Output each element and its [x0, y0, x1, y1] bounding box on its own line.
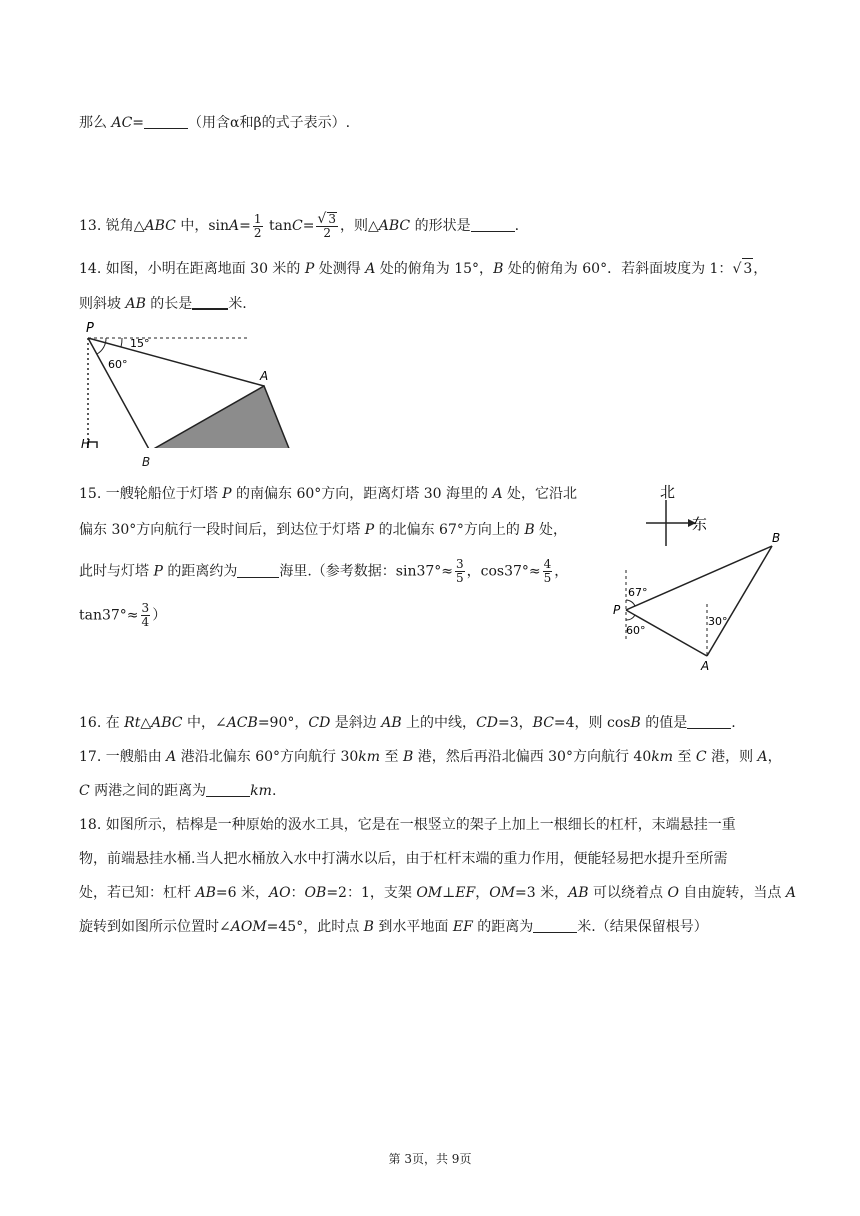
- question-17-line-2: [79, 781, 276, 801]
- answer-blank: [471, 217, 515, 232]
- var-acb: ACB: [226, 715, 258, 731]
- fraction-denominator: 5: [543, 571, 552, 585]
- var-b: B: [524, 522, 535, 538]
- question-15-line-1: [79, 484, 577, 504]
- question-15-line-2: [79, 520, 567, 540]
- answer-blank: [533, 918, 577, 933]
- text: 的南偏东 60°方向，距离灯塔 30 海里的: [231, 486, 493, 502]
- label-30: 30°: [708, 615, 728, 628]
- text: =3，: [498, 715, 533, 731]
- text: 处的俯角为 15°，: [375, 261, 494, 277]
- text: 如图所示，桔槔是一种原始的汲水工具，它是在一根竖立的架子上加上一根细长的杠杆，末端悬挂一重: [105, 817, 736, 833]
- var-abc: ABC: [151, 715, 183, 731]
- var-ab: AB: [125, 296, 146, 312]
- text: 偏东 30°方向航行一段时间后，到达位于灯塔: [79, 522, 365, 538]
- var-om: OM: [489, 885, 516, 901]
- text: ，: [753, 261, 768, 277]
- text: 中，sin: [175, 218, 230, 234]
- question-number: 14.: [79, 261, 106, 277]
- text: 米.: [228, 296, 247, 312]
- answer-blank: [206, 782, 250, 797]
- text: 港沿北偏东 60°方向航行 30: [176, 749, 359, 765]
- var-b: B: [630, 715, 641, 731]
- text: =90°，: [257, 715, 309, 731]
- question-number: 13.: [79, 218, 106, 234]
- text: 米.（结果保留根号）: [577, 919, 708, 935]
- var-a: A: [365, 261, 376, 277]
- question-number: 15.: [79, 486, 106, 502]
- text: 的长是: [145, 296, 193, 312]
- text: ，则△: [339, 218, 379, 234]
- unit-km: km: [651, 749, 673, 765]
- q15-figure: [610, 480, 800, 675]
- text: =: [302, 218, 315, 234]
- question-18-line-4: [79, 917, 708, 937]
- text: 那么: [79, 115, 112, 131]
- label-b: B: [772, 531, 781, 545]
- text: =: [132, 115, 145, 131]
- label-a: A: [260, 369, 269, 383]
- question-17-line-1: [79, 747, 782, 767]
- question-18-line-2: [79, 849, 727, 869]
- text: =4，则 cos: [553, 715, 631, 731]
- text: 处，: [534, 522, 568, 538]
- text: ）: [152, 607, 167, 624]
- question-15-line-3: [79, 558, 568, 585]
- var-rt: Rt: [124, 715, 141, 731]
- text: 是斜边: [330, 715, 382, 731]
- fraction-denominator: 5: [456, 571, 464, 585]
- text: 至: [380, 749, 403, 765]
- fraction: [316, 212, 338, 240]
- label-67: 67°: [628, 586, 648, 599]
- text: （用含α和β的式子表示）.: [188, 115, 351, 131]
- text: 物，前端悬挂水桶.当人把水桶放入水中打满水以后，由于杠杆末端的重力作用，便能轻易把水提升至所需: [79, 851, 728, 867]
- var-o: O: [667, 885, 679, 901]
- question-18-line-3: [79, 883, 796, 903]
- line-ab: [707, 546, 772, 656]
- label-h: H: [81, 437, 91, 448]
- fraction: [253, 213, 263, 240]
- q12-tail-line: [79, 113, 350, 133]
- var-c: C: [79, 783, 90, 799]
- text: 处的俯角为 60°．若斜面坡度为 1：: [503, 261, 733, 277]
- var-ao: AO: [268, 885, 291, 901]
- fraction: [455, 558, 465, 585]
- fraction-numerator: 3: [141, 601, 150, 615]
- question-18-line-1: [79, 815, 736, 835]
- var-bc: BC: [532, 715, 554, 731]
- question-number: 18.: [79, 817, 106, 833]
- fraction-numerator: 3: [456, 557, 464, 571]
- angle-arc-67: [626, 600, 635, 606]
- radical-sign: √: [732, 261, 742, 277]
- text: 一艘船由: [105, 749, 167, 765]
- var-p: P: [222, 486, 232, 502]
- radicand: 3: [328, 212, 336, 226]
- var-c: C: [695, 749, 707, 765]
- text: 的距离为: [472, 919, 534, 935]
- question-14-line-2: [79, 294, 247, 314]
- text: 的距离约为: [162, 563, 238, 580]
- answer-blank: [144, 114, 188, 129]
- text: 锐角△: [105, 218, 145, 234]
- label-b-q14: B: [142, 455, 151, 469]
- text: 的北偏东 67°方向上的: [374, 522, 525, 538]
- fraction: [543, 558, 553, 585]
- var-p: P: [304, 261, 315, 277]
- text: ，: [767, 749, 782, 765]
- text: 一艘轮船位于灯塔: [105, 486, 223, 502]
- radical-sign: √: [317, 211, 327, 227]
- var-aom: AOM: [230, 919, 267, 935]
- text: 自由旋转，当点: [678, 885, 786, 901]
- text: 中，∠: [182, 715, 227, 731]
- text: =45°，此时点: [266, 919, 364, 935]
- text: 港，则: [706, 749, 758, 765]
- text: ，: [475, 885, 490, 901]
- text: 在: [105, 715, 125, 731]
- var-p: P: [364, 522, 375, 538]
- text: .: [514, 218, 520, 234]
- var-a: A: [785, 885, 796, 901]
- var-a: A: [492, 486, 503, 502]
- text: 两港之间的距离为: [89, 783, 207, 799]
- text: 旋转到如图所示位置时∠: [79, 919, 231, 935]
- answer-blank: [237, 563, 279, 578]
- text: 至: [673, 749, 696, 765]
- var-p: P: [153, 563, 163, 580]
- var-ef: EF: [455, 885, 476, 901]
- text: 处，若已知：杠杆: [79, 885, 196, 901]
- var-b: B: [402, 749, 414, 765]
- fraction-denominator: 4: [141, 615, 150, 629]
- text: 的形状是: [410, 218, 471, 234]
- fraction-numerator: 1: [253, 211, 262, 226]
- answer-blank: [687, 714, 731, 729]
- north-label: 北: [660, 483, 676, 501]
- text: =6 米，: [215, 885, 269, 901]
- angle-arc-15: [121, 338, 122, 347]
- unit-km: km: [250, 783, 272, 799]
- label-p: P: [613, 603, 621, 617]
- text: .: [271, 783, 277, 799]
- text: 处，它沿北: [502, 486, 578, 502]
- label-a: A: [701, 659, 710, 673]
- var-ac: AC: [111, 115, 133, 131]
- text: 处测得: [314, 261, 366, 277]
- text: ：: [290, 885, 305, 901]
- var-ob: OB: [304, 885, 327, 901]
- line-pb: [626, 546, 772, 610]
- var-abc: ABC: [378, 218, 411, 234]
- text: .: [731, 715, 736, 731]
- fraction: [141, 602, 151, 629]
- text: 则斜坡: [79, 296, 126, 312]
- text: 如图，小明在距离地面 30 米的: [105, 261, 305, 277]
- page-footer: 第 3页，共 9页: [388, 1152, 472, 1166]
- text: =3 米，: [515, 885, 569, 901]
- var-a: A: [166, 749, 177, 765]
- fraction-numerator: [316, 212, 338, 227]
- var-om: OM: [416, 885, 443, 901]
- line-pb: [88, 338, 150, 448]
- question-14-line-1: [79, 258, 767, 279]
- text: 上的中线，: [401, 715, 477, 731]
- text: 可以绕着点: [588, 885, 668, 901]
- var-ef: EF: [452, 919, 473, 935]
- text: 到水平地面: [373, 919, 453, 935]
- fraction-denominator: 2: [253, 225, 262, 240]
- answer-blank: [192, 294, 228, 310]
- var-ab: AB: [195, 885, 216, 901]
- text: 的值是: [640, 715, 688, 731]
- question-13: [79, 212, 519, 240]
- radicand: 3: [742, 258, 753, 279]
- text: 此时与灯塔: [79, 563, 154, 580]
- text: △: [140, 715, 152, 731]
- var-ab: AB: [568, 885, 589, 901]
- label-60: 60°: [626, 624, 646, 637]
- fraction-numerator: 4: [543, 557, 552, 571]
- var-abc: ABC: [144, 218, 176, 234]
- text: ，: [554, 563, 569, 580]
- unit-km: km: [358, 749, 381, 765]
- var-a: A: [757, 749, 768, 765]
- text: 港，然后再沿北偏西 30°方向航行 40: [413, 749, 652, 765]
- question-number: 17.: [79, 749, 106, 765]
- q14-figure: [78, 318, 298, 448]
- var-b: B: [363, 919, 374, 935]
- var-b: B: [493, 261, 504, 277]
- text: =: [239, 218, 251, 234]
- question-16: [79, 713, 736, 733]
- text: ⊥: [442, 885, 456, 901]
- text: =2：1，支架: [326, 885, 417, 901]
- question-15-line-4: [79, 602, 166, 629]
- fraction-denominator: 2: [323, 226, 332, 240]
- var-ab: AB: [381, 715, 402, 731]
- text: ，cos37°≈: [466, 563, 541, 580]
- label-15: 15°: [130, 337, 150, 350]
- label-p: P: [86, 321, 94, 336]
- var-a: A: [229, 218, 240, 234]
- text: 海里.（参考数据：sin37°≈: [279, 563, 454, 580]
- var-cd: CD: [476, 715, 498, 731]
- slope-shaded-region: [150, 386, 290, 448]
- var-cd: CD: [308, 715, 331, 731]
- text: tan37°≈: [79, 607, 139, 624]
- text: tan: [264, 218, 292, 234]
- var-c: C: [291, 218, 303, 234]
- question-number: 16.: [79, 715, 106, 731]
- east-label: 东: [692, 515, 708, 533]
- angle-arc-60: [626, 615, 635, 620]
- label-60: 60°: [108, 358, 128, 371]
